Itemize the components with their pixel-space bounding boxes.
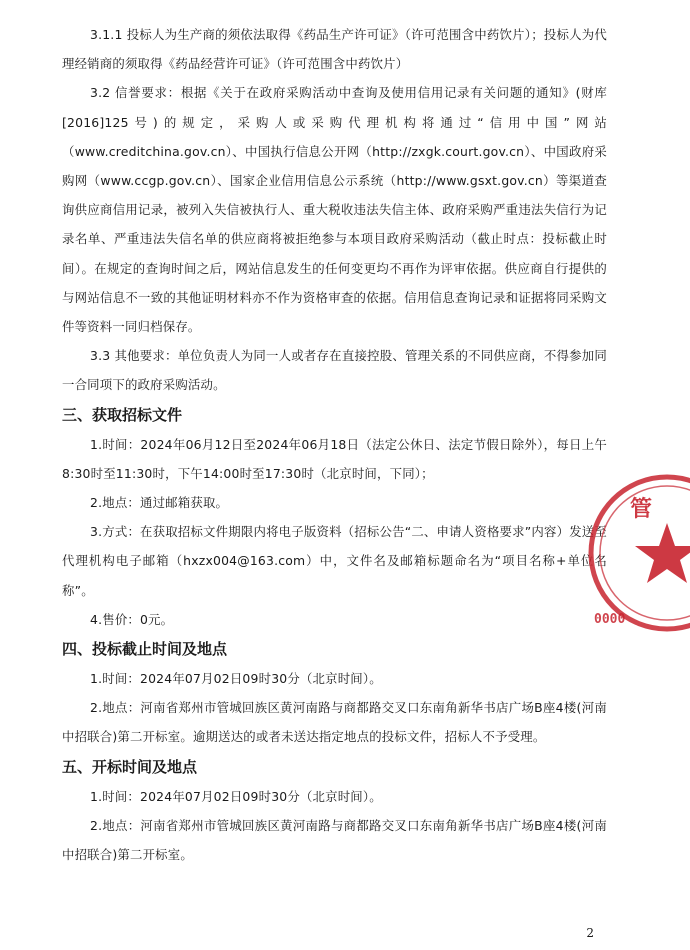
paragraph: 2.地点：河南省郑州市管城回族区黄河南路与商都路交叉口东南角新华书店广场B座4楼(河南中招联合)第二开标室。逾期送达的或者未送达指定地点的投标文件，招标人不予受理。 [62, 700, 607, 745]
paragraph: 2.地点：通过邮箱获取。 [90, 495, 229, 511]
section-heading: 五、开标时间及地点 [62, 757, 198, 776]
section-heading: 三、获取招标文件 [62, 405, 183, 424]
paragraph: 3.1.1 投标人为生产商的须依法取得《药品生产许可证》（许可范围含中药饮片）；投标人为代理经销商的须取得《药品经营许可证》（许可范围含中药饮片） [62, 27, 607, 72]
page-number: 2 [586, 926, 594, 940]
seal-stamp [582, 468, 690, 638]
seal-text-bottom: 0000 [594, 612, 626, 627]
section-heading: 四、投标截止时间及地点 [62, 640, 228, 659]
paragraph: 3.3 其他要求：单位负责人为同一人或者存在直接控股、管理关系的不同供应商，不得参加同一合同项下的政府采购活动。 [62, 348, 607, 393]
paragraph: 1.时间：2024年07月02日09时30分（北京时间）。 [90, 788, 382, 804]
paragraph: 4.售价：0元。 [90, 611, 174, 627]
paragraph: 2.地点：河南省郑州市管城回族区黄河南路与商都路交叉口东南角新华书店广场B座4楼(河南中招联合)第二开标室。 [62, 817, 607, 863]
seal-star-icon [635, 523, 690, 583]
document-body [62, 20, 607, 869]
paragraph: 1.时间：2024年07月02日09时30分（北京时间）。 [90, 671, 382, 687]
paragraph: 1.时间：2024年06月12日至2024年06月18日（法定公休日、法定节假日除外），每日上午8:30时至11:30时，下午14:00时至17:30时（北京时间，下同）； [62, 436, 607, 481]
paragraph: 3.方式：在获取招标文件期限内将电子版资料（招标公告“二、申请人资格要求”内容）发送至代理机构电子邮箱（hxzx004@163.com）中，文件名及邮箱标题命名为“项目名称+单位名称”。 [62, 524, 607, 598]
seal-text-top: 管 [630, 497, 653, 522]
paragraph: 3.2 信誉要求：根据《关于在政府采购活动中查询及使用信用记录有关问题的通知》(财库[2016]125号)的规定，采购人或采购代理机构将通过“信用中国”网站（www.creditchina.gov.cn）、中国执行信息公开网（http://zxgk.court.gov.cn）、中国政府采购网（www.ccgp.gov.cn）、国家企业信用信息公示系统（http://www.gsxt.gov.cn）等渠道查询供应商信用记录，被列入失信被执行人、重大税收违法失信主体、政府采购严重违法失信行为记录名单、严重违法失信名单的供应商将被拒绝参与本项目政府采购活动（截止时点：投标截止时间）。在规定的查询时间之后，网站信息发生的任何变更均不再作为评审依据。供应商自行提供的与网站信息不一致的其他证明材料亦不作为资格审查的依据。信用信息查询记录和证据将同采购文件等资料一同归档保存。 [62, 85, 607, 335]
